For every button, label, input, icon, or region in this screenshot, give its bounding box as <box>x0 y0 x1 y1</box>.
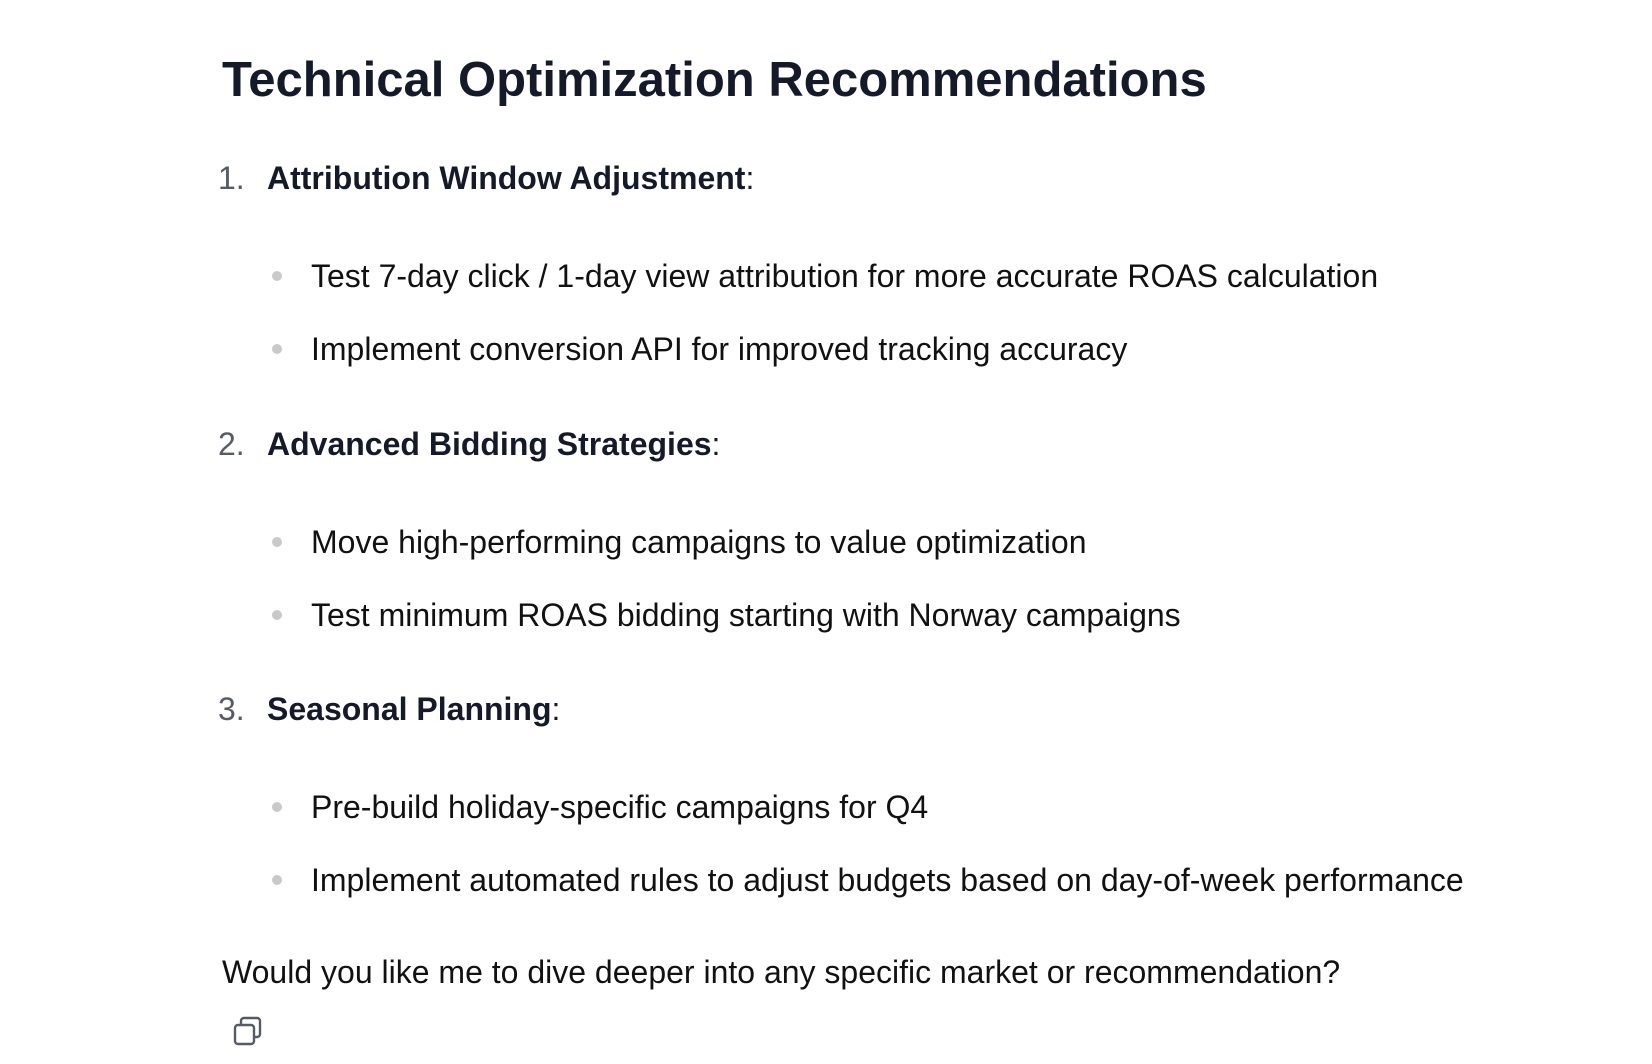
list-item <box>222 860 1522 900</box>
list-number: 3. <box>218 691 245 727</box>
list-item <box>222 329 1522 369</box>
title-colon: : <box>711 426 721 462</box>
recommendation-title-line <box>267 689 560 729</box>
bullet-text: Pre-build holiday-specific campaigns for Q4 <box>311 789 929 825</box>
bullet-text: Implement conversion API for improved tracking accuracy <box>311 331 1128 367</box>
bullet-text: Test minimum ROAS bidding starting with Norway campaigns <box>311 597 1181 633</box>
title-colon: : <box>745 160 755 196</box>
bullet-dot <box>272 344 282 354</box>
title-colon: : <box>551 691 561 727</box>
section-heading: Technical Optimization Recommendations <box>222 53 1207 107</box>
bullet-dot <box>272 802 282 812</box>
bullet-dot <box>272 610 282 620</box>
recommendation-title: Attribution Window Adjustment <box>267 160 746 196</box>
recommendation-title-line <box>267 424 720 464</box>
bullet-dot <box>272 271 282 281</box>
list-number: 2. <box>218 426 245 462</box>
recommendation-title: Advanced Bidding Strategies <box>267 426 712 462</box>
list-number: 1. <box>218 160 245 196</box>
list-item <box>222 787 1522 827</box>
closing-question: Would you like me to dive deeper into any specific market or recommendation? <box>222 954 1341 990</box>
copy-icon <box>230 1014 266 1050</box>
list-item <box>222 522 1522 562</box>
bullet-dot <box>272 537 282 547</box>
list-item <box>222 256 1522 296</box>
recommendation-title: Seasonal Planning <box>267 691 552 727</box>
bullet-dot <box>272 875 282 885</box>
recommendation-title-line <box>267 158 754 198</box>
bullet-text: Implement automated rules to adjust budgets based on day-of-week performance <box>311 862 1464 898</box>
copy-button[interactable] <box>230 1014 266 1050</box>
list-item <box>222 595 1522 635</box>
bullet-text: Test 7-day click / 1-day view attribution for more accurate ROAS calculation <box>311 258 1379 294</box>
bullet-text: Move high-performing campaigns to value optimization <box>311 524 1087 560</box>
